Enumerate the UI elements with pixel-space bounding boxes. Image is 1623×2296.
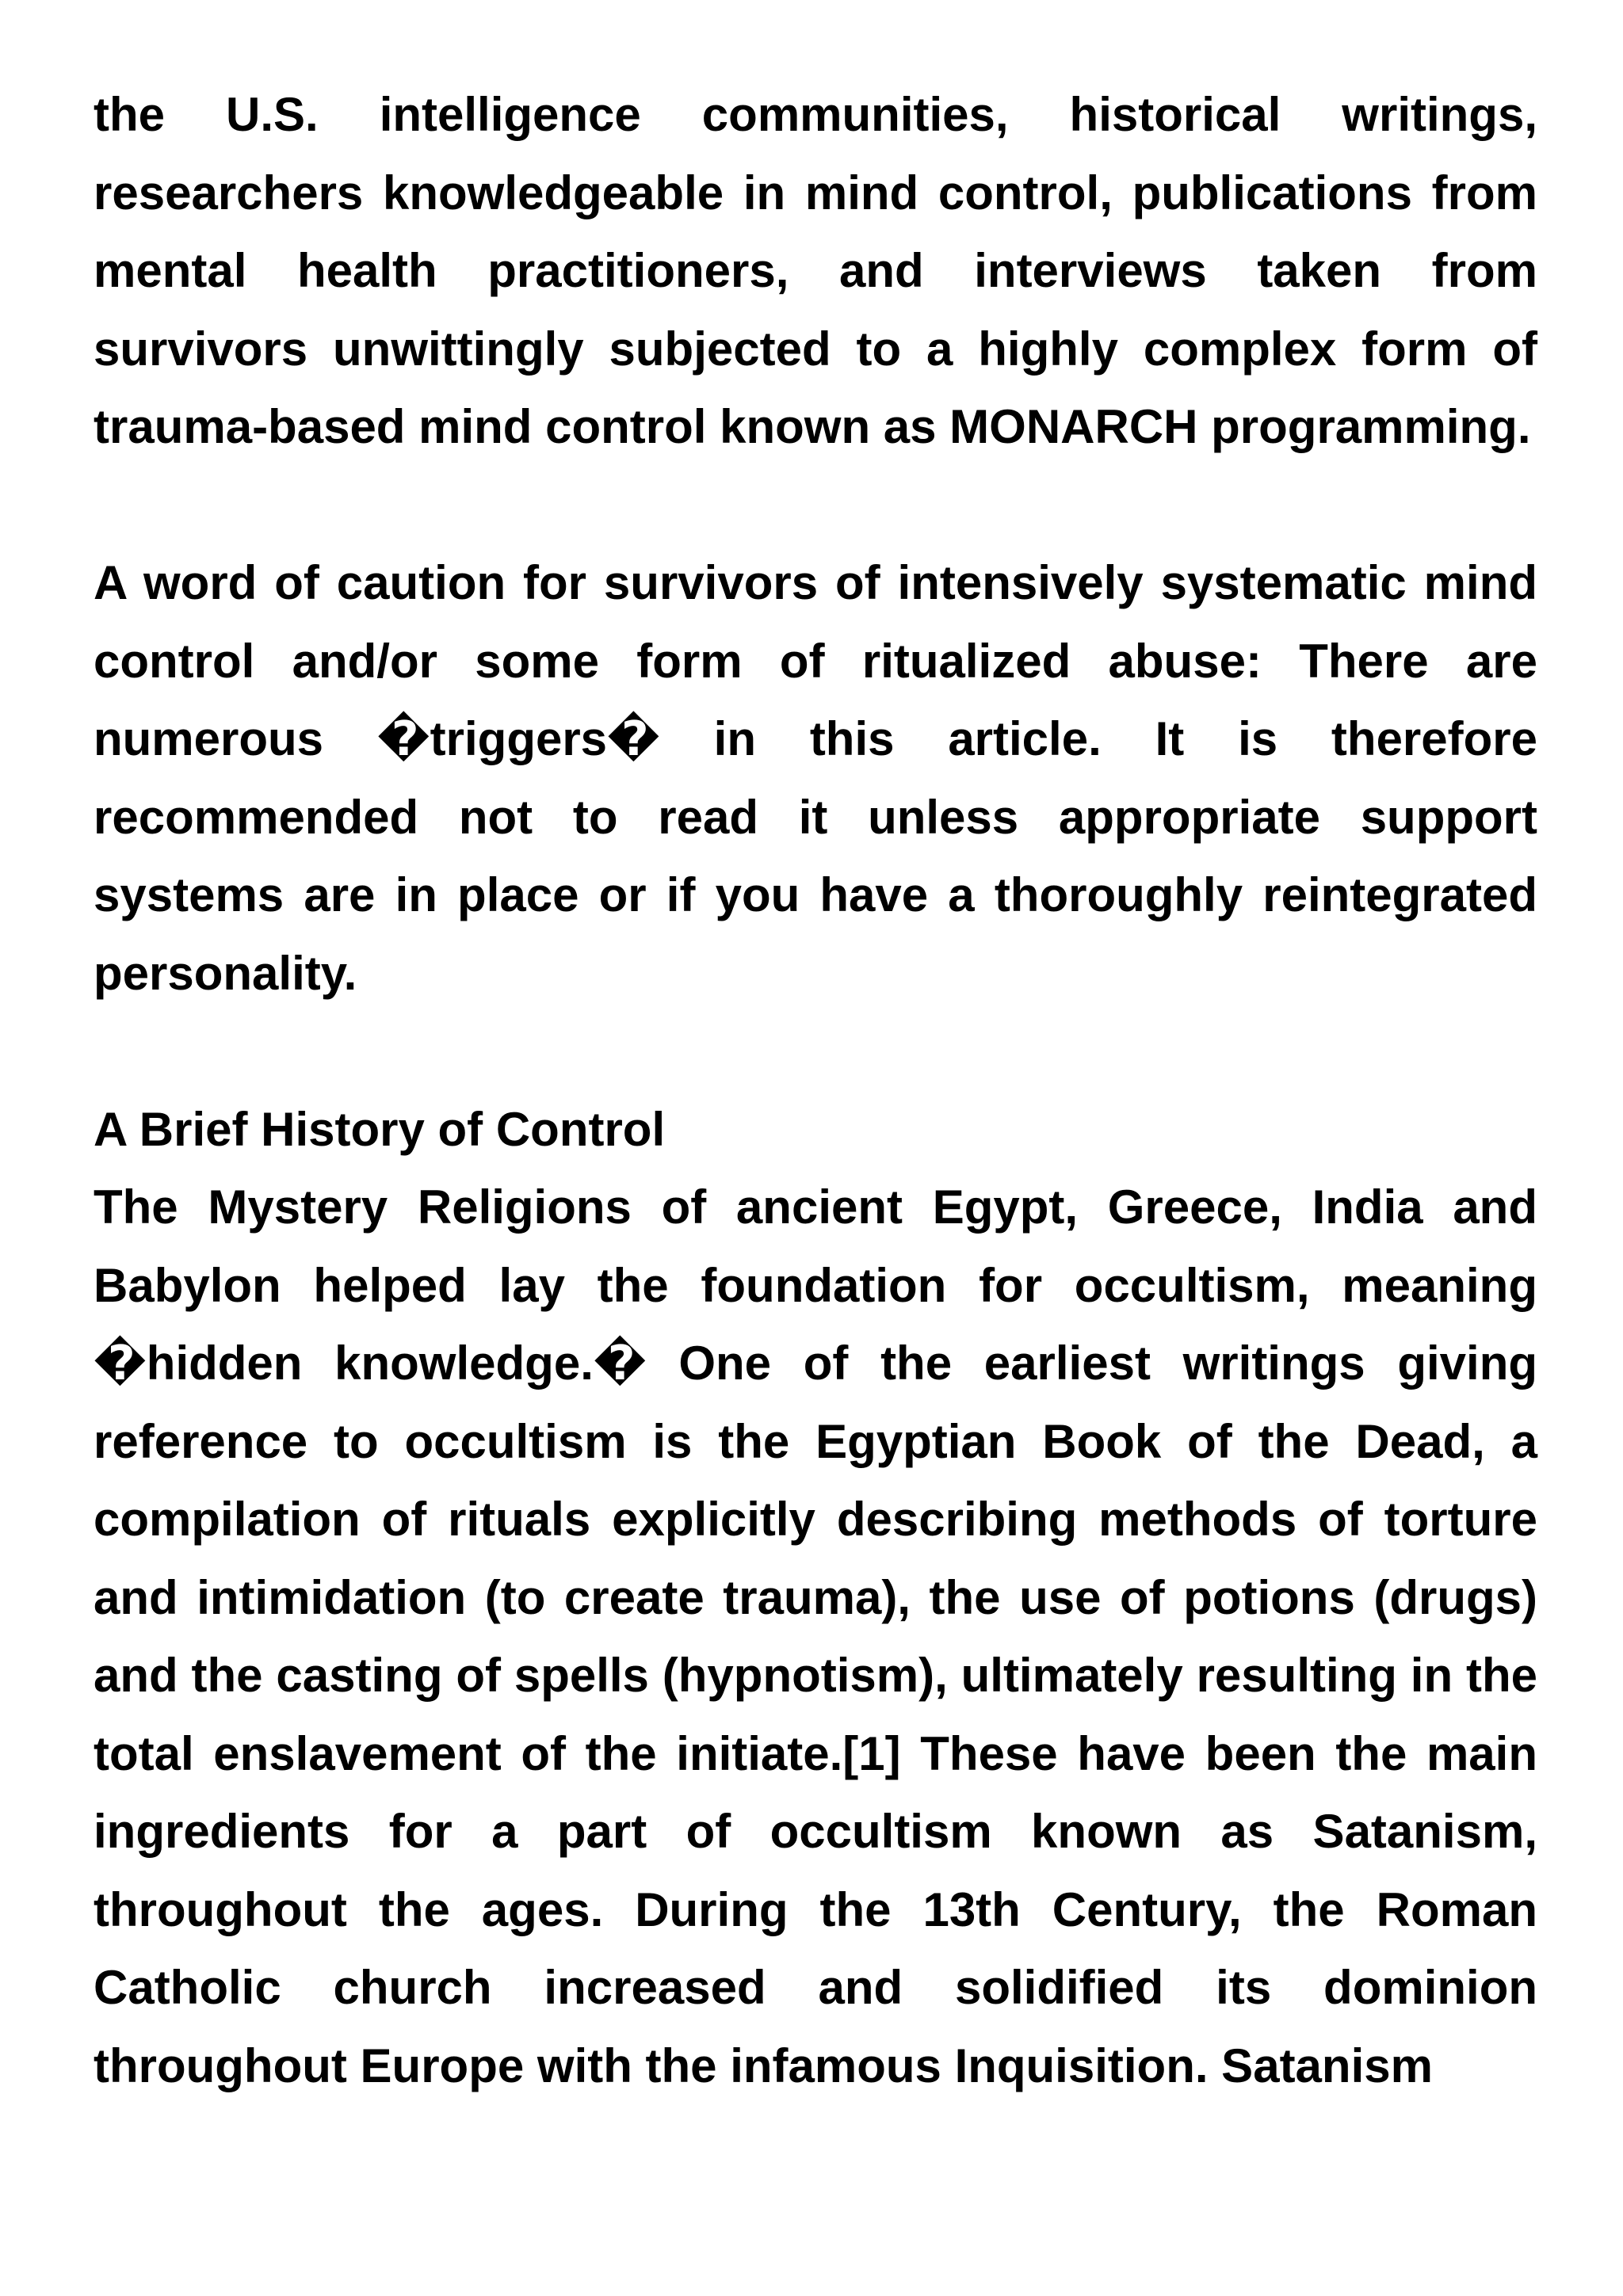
document-page [94, 76, 1537, 2105]
paragraph-spacer [94, 1013, 1537, 1091]
paragraph-caution: A word of caution for survivors of intensively systematic mind control and/or some form of ritualized abuse: There are numerous �triggers� in this article. It is therefore recommended not to read it unless appropriate support systems are in place or if you have a thoroughly reintegrated personality. [94, 556, 1537, 1000]
paragraph-intro-sources: the U.S. intelligence communities, historical writings, researchers knowledgeable in mind control, publications from mental health practitioners, and interviews taken from survivors unwittingly subjected to a highly complex form of trauma-based mind control known as MONARCH programming. [94, 88, 1537, 453]
paragraph-history: The Mystery Religions of ancient Egypt, Greece, India and Babylon helped lay the foundation for occultism, meaning �hidden knowledge.� One of the earliest writings giving reference to occultism is the Egyptian Book of the Dead, a compilation of rituals explicitly describing methods of torture and intimidation (to create trauma), the use of potions (drugs) and the casting of spells (hypnotism), ultimately resulting in the total enslavement of the initiate.[1] These have been the main ingredients for a part of occultism known as Satanism, throughout the ages. During the 13th Century, the Roman Catholic church increased and solidified its dominion throughout Europe with the infamous Inquisition. Satanism [94, 1180, 1537, 2092]
paragraph-spacer [94, 467, 1537, 545]
section-heading: A Brief History of Control [94, 1102, 666, 1156]
